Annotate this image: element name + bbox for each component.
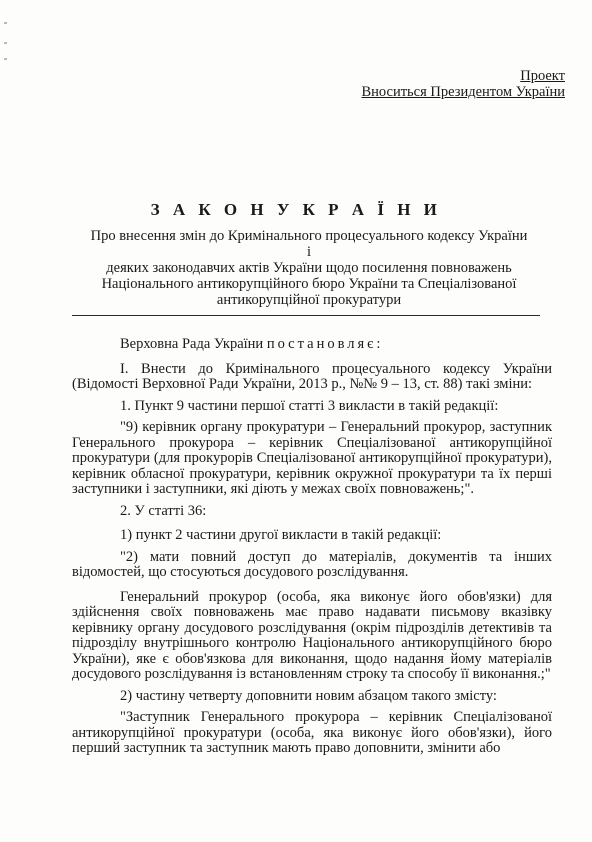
subtitle-line: Про внесення змін до Кримінального процесуального кодексу України і — [90, 228, 528, 260]
header-block — [361, 68, 565, 100]
enactment-line — [72, 337, 552, 353]
paragraph: 1) пункт 2 частини другої викласти в такій редакції: — [120, 527, 442, 543]
draft-label: Проект — [520, 68, 565, 84]
paragraph: "9) керівник органу прокуратури – Генеральний прокурор, заступник Генерального прокурора – керівник Спеціалізованої антикорупційної прокуратури (для прокурорів Спеціалізованої антикорупційної прокуратури), керівник обласної прокуратури, керівник окружної прокуратури та їх перші заступники і заступники, які діють у межах своїх повноважень;". — [72, 419, 552, 497]
scan-artifact — [4, 42, 7, 44]
scan-artifact — [4, 58, 7, 60]
scan-artifact — [4, 22, 7, 24]
document-title: З А К О Н У К Р А Ї Н И — [150, 200, 442, 219]
paragraph: І. Внести до Кримінального процесуального кодексу України (Відомості Верховної Ради України, 2013 р., №№ 9 – 13, ст. 88) такі зміни: — [72, 360, 552, 392]
document-subtitle — [90, 228, 528, 308]
subtitle-line: антикорупційної прокуратури — [216, 292, 402, 308]
title-divider — [72, 315, 540, 316]
document-body — [72, 337, 552, 757]
paragraph: 2) частину четверту доповнити новим абзацом такого змісту: — [120, 687, 497, 704]
enactment-verb: постановляє: — [266, 336, 384, 352]
paragraph: Генеральний прокурор (особа, яка виконує його обов'язки) для здійснення своїх повноважень має право надавати письмову вказівку керівнику органу досудового розслідування (окрім підрозділів детективів та підрозділу внутрішнього контролю Національного антикорупційного бюро України), яке є обов'язкова для виконання, щодо надання йому матеріалів досудового розслідування із встановленням строку та способу її виконання.;" — [72, 588, 552, 682]
paragraph: 2. У статті 36: — [120, 502, 207, 519]
subtitle-line: Національного антикорупційного бюро України та Спеціалізованої — [101, 276, 517, 292]
submitted-by-label: Вноситься Президентом України — [361, 84, 565, 100]
subtitle-line: деяких законодавчих актів України щодо посилення повноважень — [106, 260, 512, 276]
paragraph: "2) мати повний доступ до матеріалів, документів та інших відомостей, що стосуються досудового розслідування. — [72, 548, 552, 580]
paragraph: 1. Пункт 9 частини першої статті 3 викласти в такій редакції: — [120, 397, 499, 414]
paragraph: "Заступник Генерального прокурора – керівник Спеціалізованої антикорупційної прокуратури (особа, яка виконує його обов'язки), його перший заступник та заступник мають право доповнити, змінити або — [72, 709, 552, 756]
enactment-subject: Верховна Рада України — [120, 336, 264, 352]
